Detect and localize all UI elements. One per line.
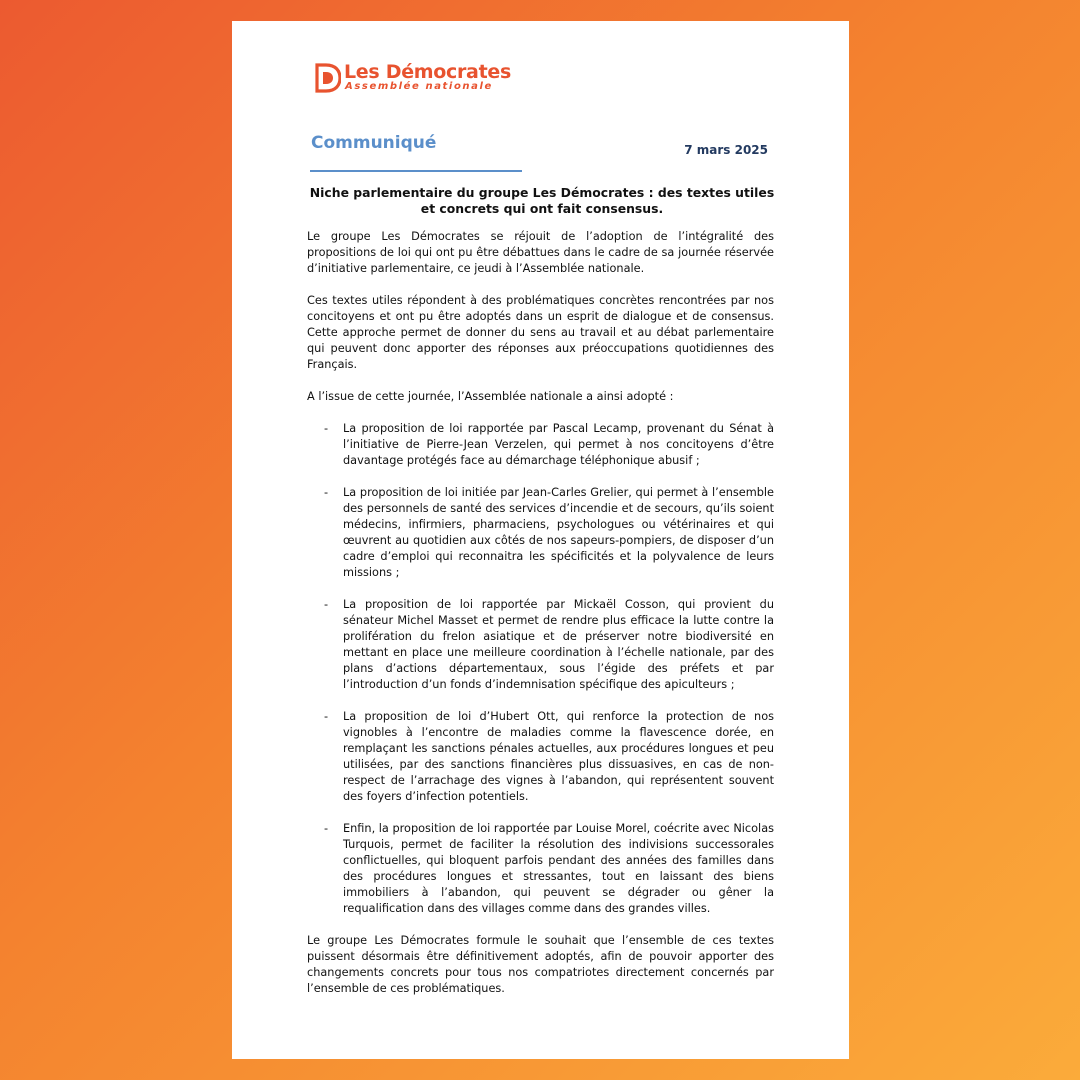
- list-bullet: -: [324, 422, 329, 435]
- paragraph-intro: Le groupe Les Démocrates se réjouit de l’adoption de l’intégralité des propositions de loi qui ont pu être débattues dans le cadre de sa journée réservée d’initiative parlementaire, ce jeudi à l’Assemblée nationale.: [307, 230, 774, 275]
- paragraph-context: Ces textes utiles répondent à des problématiques concrètes rencontrées par nos concitoyens et ont pu être adoptés dans un esprit de dialogue et de consensus. Cette approche permet de donner du sens au travail et au débat parlementaire qui peuvent donc apporter des réponses aux préoccupations quotidiennes des Français.: [307, 294, 774, 371]
- release-date: 7 mars 2025: [684, 143, 768, 157]
- paragraph-conclusion: Le groupe Les Démocrates formule le souhait que l’ensemble de ces textes puissent désormais être définitivement adoptés, afin de pouvoir apporter des changements concrets pour tous nos compatriotes directement concernés par l’ensemble de ces problématiques.: [307, 934, 774, 995]
- press-release-page: [232, 21, 849, 1059]
- list-item-text: La proposition de loi rapportée par Pascal Lecamp, provenant du Sénat à l’initiative de Pierre-Jean Verzelen, qui permet à nos concitoyens d’être davantage protégés face au démarchage téléphonique abusif ;: [343, 422, 774, 467]
- list-item: [307, 421, 774, 469]
- list-item-text: La proposition de loi initiée par Jean-Carles Grelier, qui permet à l’ensemble des personnels de santé des services d’incendie et de secours, qu’ils soient médecins, infirmiers, pharmaciens, psychologues ou vétérinaires et qui œuvrent au quotidien aux côtés de nos sapeurs-pompiers, de disposer d’un cadre d’emploi qui reconnaitra les spécificités et la polyvalence de leurs missions ;: [343, 486, 774, 579]
- list-bullet: -: [324, 822, 329, 835]
- logo-title: Les Démocrates: [344, 61, 511, 83]
- list-item-text: Enfin, la proposition de loi rapportée par Louise Morel, coécrite avec Nicolas Turquois, permet de faciliter la résolution des indivisions successorales conflictuelles, qui bloquent parfois pendant des années des familles dans des procédures longues et stressantes, tout en laissant des biens immobiliers à l’abandon, qui peuvent se dégrader ou gêner la requalification dans des villages comme dans des grandes villes.: [343, 822, 774, 915]
- list-item: [307, 597, 774, 693]
- list-item: [307, 821, 774, 917]
- list-bullet: -: [324, 598, 329, 611]
- communique-underline: [310, 170, 522, 172]
- adopted-bills-list: [307, 421, 774, 917]
- logo-subtitle: Assemblée nationale: [345, 81, 493, 92]
- list-item-text: La proposition de loi d’Hubert Ott, qui renforce la protection de nos vignobles à l’encontre de maladies comme la flavescence dorée, en remplaçant les sanctions pénales actuelles, aux procédures longues et peu utilisées, par des sanctions financières plus dissuasives, en cas de non-respect de l’arrachage des vignes à l’abandon, qui représentent souvent des foyers d’infection potentiels.: [343, 710, 774, 803]
- list-bullet: -: [324, 710, 329, 723]
- list-item-text: La proposition de loi rapportée par Mickaël Cosson, qui provient du sénateur Michel Masset et permet de rendre plus efficace la lutte contre la prolifération du frelon asiatique et de préserver notre biodiversité en mettant en place une meilleure coordination à l’échelle nationale, par des plans d’actions départementaux, sous l’égide des préfets et par l’introduction d’un fonds d’indemnisation spécifique des apiculteurs ;: [343, 598, 774, 691]
- paragraph-list-intro: A l’issue de cette journée, l’Assemblée nationale a ainsi adopté :: [307, 390, 674, 403]
- communique-label: Communiqué: [311, 133, 437, 153]
- list-bullet: -: [324, 486, 329, 499]
- les-democrates-logo-mark-icon: [315, 63, 341, 93]
- headline: Niche parlementaire du groupe Les Démocrates : des textes utiles et concrets qui ont fait consensus.: [309, 185, 775, 216]
- list-item: [307, 709, 774, 805]
- list-item: [307, 485, 774, 581]
- body-text: [307, 229, 774, 997]
